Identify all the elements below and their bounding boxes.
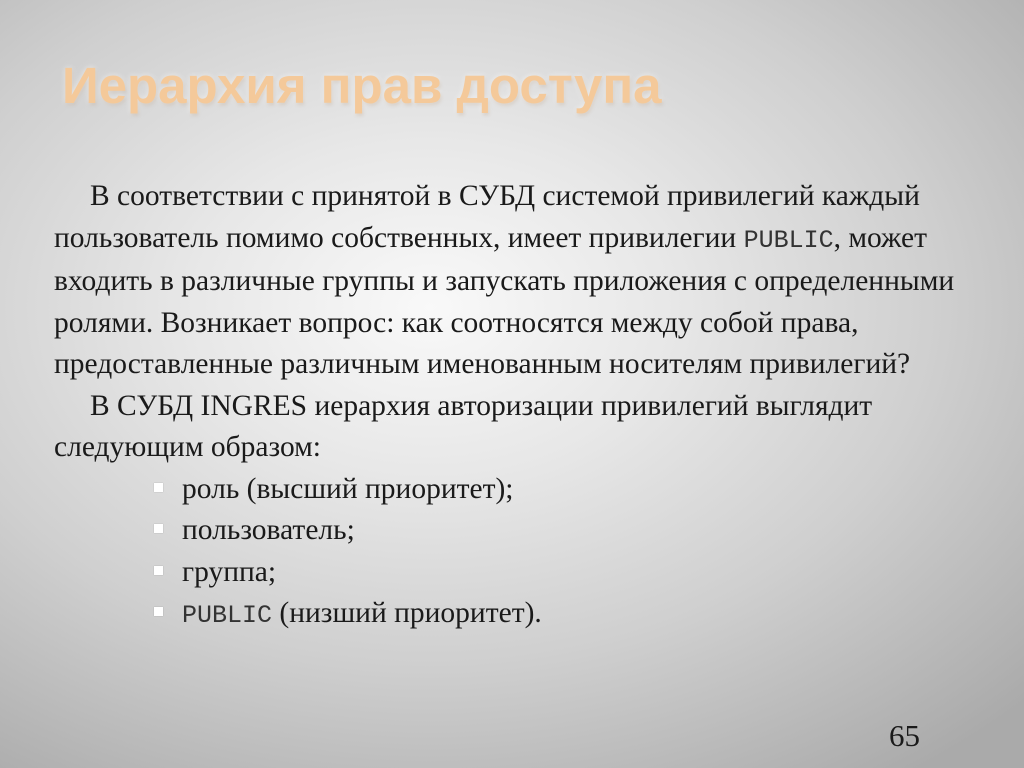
slide-body [54, 176, 974, 637]
list-item [154, 469, 974, 511]
list-item-text: группа; [182, 555, 277, 588]
square-bullet-icon [154, 524, 163, 533]
hierarchy-list [54, 469, 974, 637]
list-item-text: роль (высший приоритет); [182, 472, 514, 505]
list-item-text: пользователь; [182, 514, 355, 546]
paragraph-privileges-text-start: В соответствии с принятой в СУБД системой привилегий каждый пользователь помимо собственных, имеет привилегии [54, 180, 920, 254]
list-item-text: (низший приоритет). [272, 597, 542, 629]
list-item [154, 593, 974, 637]
slide-title: Иерархия прав доступа [62, 57, 662, 114]
square-bullet-icon [154, 607, 163, 616]
square-bullet-icon [154, 483, 163, 492]
paragraph-privileges-text-end: , может входить в различные группы и запускать приложения с определенными ролями. Возникает вопрос: как соотносятся между собой права, предоставленные различным именованным носителям привилегий? [54, 221, 955, 380]
list-item [154, 510, 974, 552]
square-bullet-icon [154, 566, 163, 575]
public-code: PUBLIC [743, 225, 834, 255]
page-number: 65 [889, 718, 920, 753]
paragraph-privileges [54, 176, 974, 386]
paragraph-ingres-hierarchy: В СУБД INGRES иерархия авторизации привилегий выглядит следующим образом: [54, 389, 873, 463]
list-item [154, 552, 974, 594]
public-code: PUBLIC [182, 601, 273, 630]
